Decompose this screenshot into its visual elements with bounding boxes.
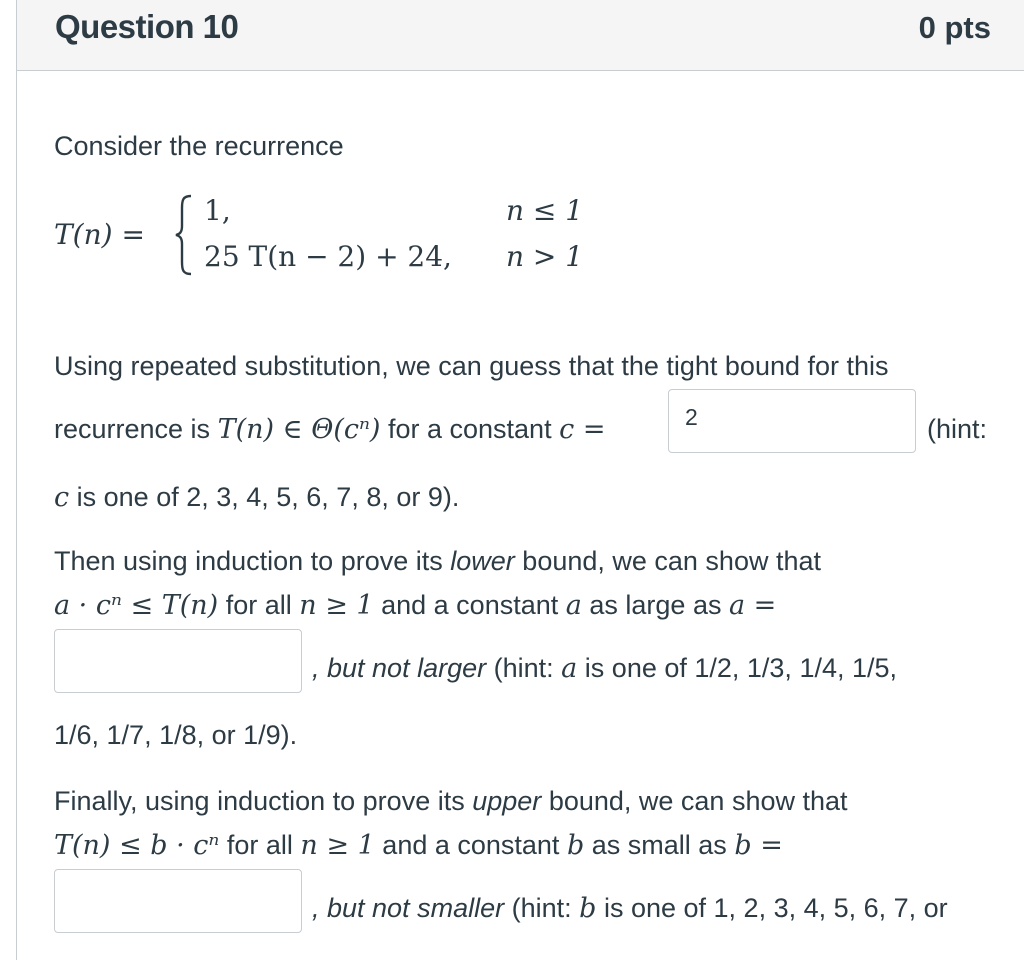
part3-emph-upper: upper xyxy=(472,786,542,816)
part3-suffix: bound, we can show that xyxy=(548,786,848,816)
recurrence-equation xyxy=(54,188,614,284)
question-points: 0 pts xyxy=(918,10,991,45)
answer-input-b[interactable] xyxy=(54,869,302,933)
part2-hint-prefix: (hint: xyxy=(493,653,554,683)
upper-bound-math: T(n) ≤ b · cⁿ xyxy=(54,830,220,861)
intro-text: Consider the recurrence xyxy=(54,131,344,161)
part2-forall: for all xyxy=(225,590,292,620)
part2-prefix: Then using induction to prove its xyxy=(54,546,443,576)
part3-after-box xyxy=(312,892,948,925)
part2-hint-var: a xyxy=(561,653,578,684)
part2-hint-line2: 1/6, 1/7, 1/8, or 1/9). xyxy=(54,720,298,750)
part2-large: as large as xyxy=(589,590,722,620)
part3-line1 xyxy=(54,785,848,817)
part3-n-math: n ≥ 1 xyxy=(300,830,375,861)
lower-bound-math: a · cⁿ ≤ T(n) xyxy=(54,590,219,621)
part1-mid: for a constant xyxy=(387,414,552,444)
answer-input-a[interactable] xyxy=(54,629,302,693)
part3-hint-prefix: (hint: xyxy=(511,893,572,923)
hint-open: (hint: xyxy=(927,414,988,444)
theta-bound-math: T(n) ∈ Θ(cⁿ) xyxy=(217,414,381,445)
part1-line1: Using repeated substitution, we can guess that the tight bound for this xyxy=(54,351,889,381)
part3-line2 xyxy=(54,829,783,862)
part1-hint-line xyxy=(54,481,459,514)
part3-b-var: b xyxy=(566,830,585,861)
part1-line2 xyxy=(54,413,605,446)
part2-after-box xyxy=(312,652,897,685)
hint-c-rest: is one of 2, 3, 4, 5, 6, 7, 8, or 9). xyxy=(76,482,460,512)
part2-emph-lower: lower xyxy=(450,546,515,576)
part3-not-smaller: , but not smaller xyxy=(312,893,505,923)
question-title: Question 10 xyxy=(55,8,239,45)
part2-not-larger: , but not larger xyxy=(312,653,487,683)
part2-and: and a constant xyxy=(381,590,559,620)
case2-condition: n > 1 xyxy=(506,240,584,273)
c-equals-math: c = xyxy=(559,414,606,445)
question-header xyxy=(17,0,1024,71)
hint-c-var: c xyxy=(54,482,70,513)
part2-line2 xyxy=(54,589,776,622)
part3-prefix: Finally, using induction to prove its xyxy=(54,786,465,816)
b-equals-math: b = xyxy=(734,830,783,861)
part3-forall: for all xyxy=(226,830,293,860)
case1-condition: n ≤ 1 xyxy=(506,194,584,227)
part3-hint-var: b xyxy=(579,893,597,924)
case1-expression: 1, xyxy=(204,194,231,227)
part3-small: as small as xyxy=(591,830,727,860)
part1-prefix: recurrence is xyxy=(54,414,211,444)
part2-n-math: n ≥ 1 xyxy=(299,590,374,621)
part2-suffix: bound, we can show that xyxy=(522,546,821,576)
left-brace-icon xyxy=(174,194,194,276)
part2-line1 xyxy=(54,545,821,577)
part2-hint-rest: is one of 1/2, 1/3, 1/4, 1/5, xyxy=(584,653,898,683)
a-equals-math: a = xyxy=(728,590,777,621)
part3-hint-rest: is one of 1, 2, 3, 4, 5, 6, 7, or xyxy=(603,893,948,923)
recurrence-lhs: T(n) = xyxy=(54,218,145,251)
answer-input-c[interactable]: 2 xyxy=(668,389,916,453)
case2-expression: 25 T(n − 2) + 24, xyxy=(204,240,452,273)
part3-and: and a constant xyxy=(382,830,560,860)
part2-a-var: a xyxy=(565,590,582,621)
